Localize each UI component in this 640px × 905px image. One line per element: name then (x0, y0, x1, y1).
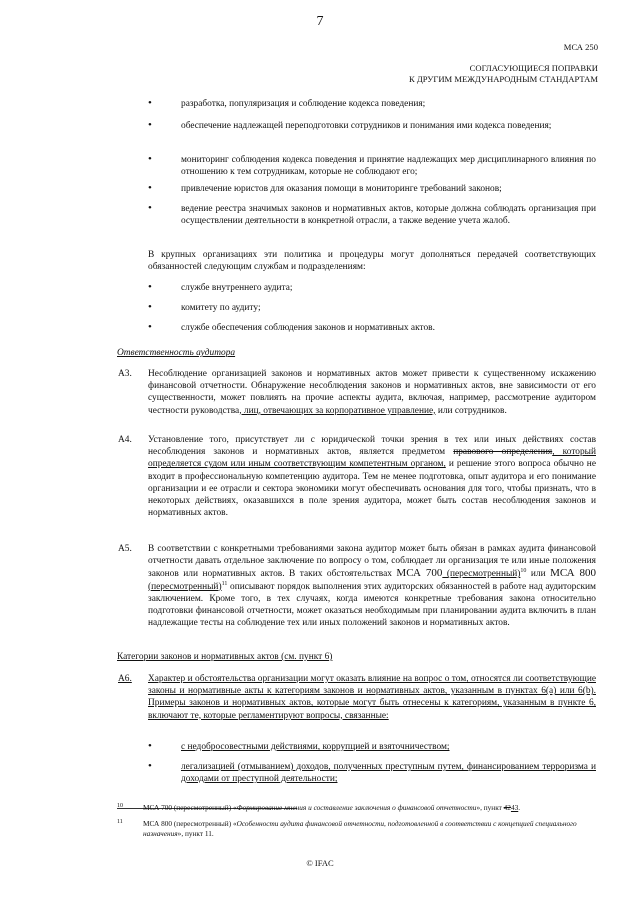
a5-text1: В соответствии с конкретными требованиями закона аудитор может быть обязан в рамках аудита финансовой отчетности давать отдельное заключение по вопросу о том, соблюдает ли организация те или иные положения законов или нормативных актов. В таких обстоятельствах (148, 544, 596, 580)
list-item: с недобросовестными действиями, коррупцией и взяточничеством; (181, 742, 450, 752)
bullet-marker: • (148, 182, 152, 194)
a3-text: Несоблюдение организацией законов и нормативных актов может привести к существенному искажению финансовой отчетности. Обнаружение несоблюдения законов и нормативных актов, вне зависимости от его существенности, может повлиять на прочие аспекты аудита, включая, например, рассмотрение аудитором честности руководства (148, 369, 596, 416)
paragraph-label-a4: А4. (118, 435, 132, 445)
bullet-marker: • (148, 97, 152, 109)
section-heading-law-categories: Категории законов и нормативных актов (см. пункт 6) (117, 652, 333, 662)
a5-isa800-revised: (пересмотренный) (148, 581, 222, 592)
footnote-std: МСА 800 (пересмотренный) « (143, 819, 237, 828)
a4-deleted-text: правового определения (453, 447, 553, 458)
a4-text1: Установление того, присутствует ли с юридической точки зрения в тех или иных действиях состав несоблюдения законов и нормативных актов, является предметом (148, 435, 596, 458)
footnote-11 (143, 819, 595, 839)
list-item: обеспечение надлежащей переподготовки сотрудников и понимания ими кодекса поведения; (181, 121, 552, 131)
a5-or: или (526, 569, 551, 580)
a3-tail: или сотрудников. (435, 405, 507, 416)
footnote-ref-11: 11 (221, 580, 228, 587)
page-number: 7 (316, 14, 324, 29)
header-title-line2: К ДРУГИМ МЕЖДУНАРОДНЫМ СТАНДАРТАМ (408, 74, 598, 84)
a4-text2: и решение этого вопроса обычно не входит в профессиональную компетенцию аудитора. Тем не менее подготовка, опыт аудитора и его понимание организации и ее отрасли и сектора экономики могут обеспечивать основания для того, чтобы признать, что в некоторых действиях, оказавшихся в поле зрения аудитора, может быть состав несоблюдения законов и нормативных актов. (148, 459, 596, 519)
list-item: легализацией (отмыванием) доходов, полученных преступным путем, финансированием терроризма и доходами от преступной деятельности; (181, 762, 596, 785)
footnote-inserted-ref: 43 (510, 803, 519, 812)
paragraph-a3 (148, 368, 596, 417)
page-footer: © IFAC (306, 858, 334, 868)
list-item: службе обеспечения соблюдения законов и нормативных актов. (181, 323, 435, 333)
paragraph-a6: Характер и обстоятельства организации могут оказать влияние на вопрос о том, относятся ли соответствующие законы и нормативные акты к категориям законов и нормативных актов, указанным в пунктах 6(a) или 6(b). Примеры законов и нормативных актов, которые могут быть отнесены к категориям, указанным в пункте 6, включают те, которые регламентируют вопросы, связанные: (148, 674, 596, 721)
footnote-end: . (518, 803, 521, 812)
bullet-marker: • (148, 760, 152, 772)
list-item: привлечение юристов для оказания помощи в мониторинге требований законов; (181, 184, 502, 194)
a5-text2: описывают порядок выполнения этих аудиторских обязанностей в работе над аудиторским заключением. Кроме того, в тех случаях, когда имеются конкретные требования закона относительно подготовки финансовой отчетности, может оказаться необходимым при планировании аудита включить в план надлежащие тесты на соблюдение тех или иных положений законов и нормативных актов. (148, 581, 596, 629)
paragraph-label-a6: А6. (118, 674, 132, 684)
bullet-marker: • (148, 202, 152, 214)
header-title-line1: СОГЛАСУЮЩИЕСЯ ПОПРАВКИ (469, 63, 598, 73)
footnote-ref-10: 10 (520, 568, 527, 575)
list-item: службе внутреннего аудита; (181, 283, 293, 293)
large-org-paragraph: В крупных организациях эти политика и процедуры могут дополняться передачей соответствующих обязанностей следующим службам и подразделениям: (148, 250, 596, 273)
paragraph-label-a5: А5. (118, 544, 132, 554)
paragraph-a5 (148, 543, 596, 629)
standard-code: МСА 250 (563, 42, 598, 52)
bullet-marker: • (148, 740, 152, 752)
section-heading-auditor-responsibility: Ответственность аудитора (117, 348, 236, 358)
paragraph-a4 (148, 434, 596, 519)
bullet-marker: • (148, 281, 152, 293)
list-item: ведение реестра значимых законов и нормативных актов, которые должна соблюдать организация при осуществлении деятельности в конкретной отрасли, а также ведение учета жалоб. (181, 204, 596, 227)
footnote-number: 11 (117, 819, 123, 825)
footnote-deleted-ref: 42 (503, 803, 511, 812)
bullet-marker: • (148, 321, 152, 333)
a5-isa800: МСА 800 (550, 567, 597, 580)
paragraph-label-a3: А3. (118, 369, 132, 379)
list-item: мониторинг соблюдения кодекса поведения и принятие надлежащих мер дисциплинарного влияния по отношению к тем сотрудникам, которые не соблюдают его; (181, 155, 596, 178)
footnote-after: », пункт 11. (177, 829, 214, 838)
list-item: комитету по аудиту; (181, 303, 261, 313)
footnote-10 (143, 803, 595, 813)
bullet-marker: • (148, 119, 152, 131)
a3-inserted-text: , лиц, отвечающих за корпоративное управление, (239, 405, 436, 416)
footnote-title: Формирование мнения и составление заключения о финансовой отчетности (236, 803, 477, 812)
footnote-number: 10 (117, 803, 123, 809)
bullet-marker: • (148, 153, 152, 165)
a5-isa700: МСА 700 (396, 567, 443, 580)
list-item: разработка, популяризация и соблюдение кодекса поведения; (181, 99, 426, 109)
a4-inserted-text: , который определяется судом или иным соответствующим компетентным органом, (148, 447, 596, 470)
bullet-marker: • (148, 301, 152, 313)
footnote-after: », пункт (476, 803, 504, 812)
footnote-title: Особенности аудита финансовой отчетности, подготовленной в соответствии с концепцией специального назначения (143, 819, 577, 838)
footnote-std: МСА 700 (пересмотренный) « (143, 803, 237, 812)
a5-isa700-revised: (пересмотренный) (442, 569, 521, 580)
